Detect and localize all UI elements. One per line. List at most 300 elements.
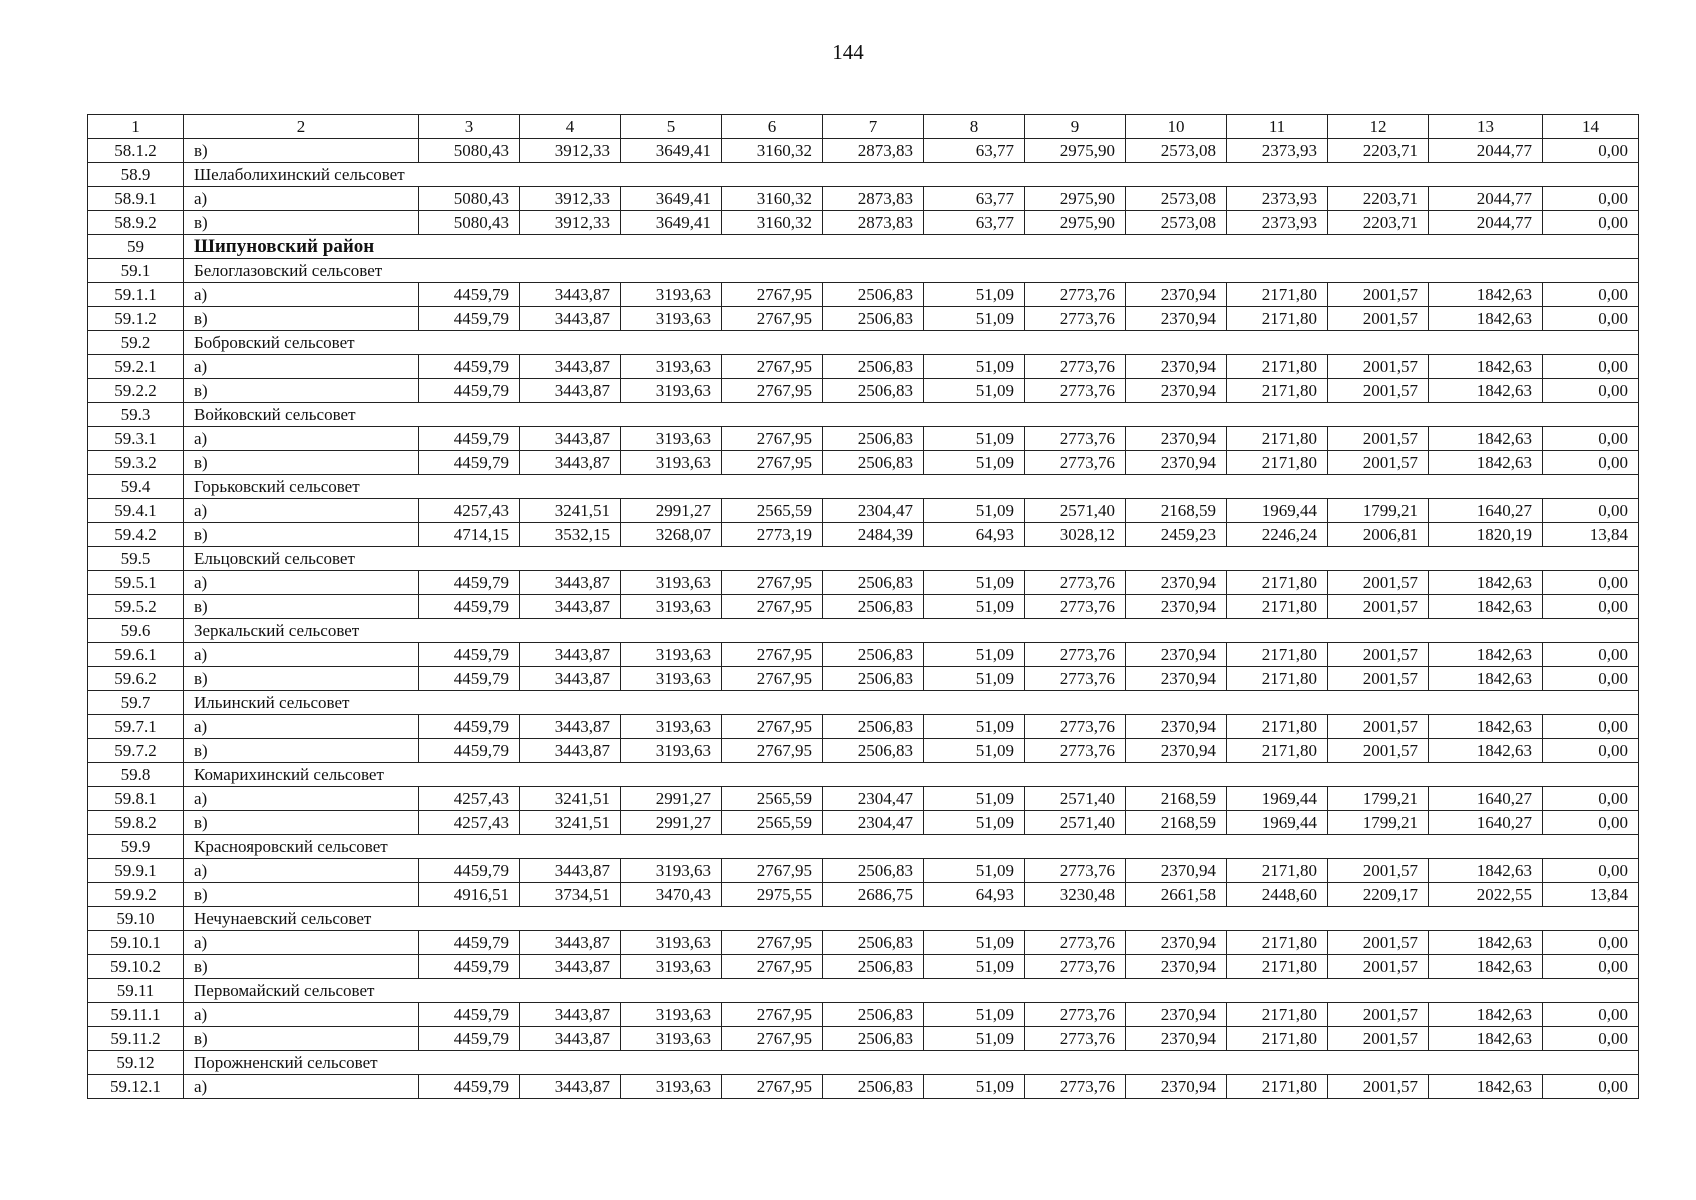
value-cell: 2506,83 [823,667,924,691]
value-cell: 4459,79 [419,283,520,307]
section-row [88,907,1639,931]
value-cell: 2773,19 [722,523,823,547]
value-cell: 2573,08 [1126,187,1227,211]
value-cell: 2991,27 [621,811,722,835]
section-title: Краснояровский сельсовет [184,835,1639,859]
value-cell: 2506,83 [823,595,924,619]
value-cell: 2773,76 [1025,739,1126,763]
value-cell: 1842,63 [1429,1027,1543,1051]
value-cell: 2171,80 [1227,715,1328,739]
table-row [88,595,1639,619]
value-cell: 2171,80 [1227,931,1328,955]
column-number: 4 [520,115,621,139]
row-id: 59.6.2 [88,667,184,691]
value-cell: 2767,95 [722,1075,823,1099]
value-cell: 0,00 [1543,139,1639,163]
value-cell: 2370,94 [1126,931,1227,955]
value-cell: 1640,27 [1429,787,1543,811]
row-id: 59.11.2 [88,1027,184,1051]
section-title: Зеркальский сельсовет [184,619,1639,643]
row-label: а) [184,187,419,211]
value-cell: 5080,43 [419,187,520,211]
value-cell: 2767,95 [722,955,823,979]
row-id: 59.7.2 [88,739,184,763]
value-cell: 2767,95 [722,931,823,955]
value-cell: 2767,95 [722,1027,823,1051]
value-cell: 2459,23 [1126,523,1227,547]
row-id: 58.9 [88,163,184,187]
value-cell: 2773,76 [1025,355,1126,379]
value-cell: 1842,63 [1429,307,1543,331]
value-cell: 2767,95 [722,859,823,883]
row-id: 59.8 [88,763,184,787]
row-id: 59.8.2 [88,811,184,835]
section-title: Ильинский сельсовет [184,691,1639,715]
row-id: 59.4.2 [88,523,184,547]
value-cell: 4257,43 [419,499,520,523]
value-cell: 2773,76 [1025,667,1126,691]
value-cell: 2767,95 [722,355,823,379]
value-cell: 51,09 [924,811,1025,835]
value-cell: 1969,44 [1227,787,1328,811]
value-cell: 1799,21 [1328,787,1429,811]
value-cell: 1842,63 [1429,739,1543,763]
value-cell: 3443,87 [520,1075,621,1099]
value-cell: 0,00 [1543,811,1639,835]
row-label: а) [184,859,419,883]
value-cell: 3443,87 [520,451,621,475]
value-cell: 2565,59 [722,811,823,835]
row-id: 59.9.2 [88,883,184,907]
value-cell: 2001,57 [1328,571,1429,595]
value-cell: 2370,94 [1126,1075,1227,1099]
section-title: Первомайский сельсовет [184,979,1639,1003]
value-cell: 3193,63 [621,379,722,403]
value-cell: 2370,94 [1126,715,1227,739]
value-cell: 3193,63 [621,283,722,307]
value-cell: 2565,59 [722,787,823,811]
row-label: в) [184,523,419,547]
value-cell: 2370,94 [1126,355,1227,379]
value-cell: 3193,63 [621,307,722,331]
value-cell: 3193,63 [621,1027,722,1051]
value-cell: 1640,27 [1429,811,1543,835]
value-cell: 3241,51 [520,811,621,835]
row-label: в) [184,211,419,235]
value-cell: 1842,63 [1429,451,1543,475]
table-row [88,139,1639,163]
value-cell: 2873,83 [823,139,924,163]
row-id: 59.12.1 [88,1075,184,1099]
value-cell: 2001,57 [1328,955,1429,979]
value-cell: 2001,57 [1328,715,1429,739]
value-cell: 2873,83 [823,211,924,235]
value-cell: 2506,83 [823,739,924,763]
table-row [88,523,1639,547]
value-cell: 1842,63 [1429,571,1543,595]
value-cell: 51,09 [924,643,1025,667]
value-cell: 3443,87 [520,667,621,691]
value-cell: 63,77 [924,187,1025,211]
table-row [88,787,1639,811]
value-cell: 51,09 [924,571,1025,595]
value-cell: 2001,57 [1328,643,1429,667]
value-cell: 2006,81 [1328,523,1429,547]
row-id: 59 [88,235,184,259]
row-label: в) [184,379,419,403]
value-cell: 2975,55 [722,883,823,907]
value-cell: 2767,95 [722,283,823,307]
value-cell: 51,09 [924,1075,1025,1099]
value-cell: 0,00 [1543,595,1639,619]
value-cell: 3028,12 [1025,523,1126,547]
value-cell: 2001,57 [1328,931,1429,955]
row-label: а) [184,427,419,451]
value-cell: 4459,79 [419,667,520,691]
table-row [88,739,1639,763]
value-cell: 3193,63 [621,451,722,475]
section-row [88,619,1639,643]
value-cell: 1799,21 [1328,811,1429,835]
value-cell: 3443,87 [520,1003,621,1027]
row-id: 59.10.1 [88,931,184,955]
value-cell: 2506,83 [823,427,924,451]
value-cell: 3160,32 [722,139,823,163]
row-id: 59.1.1 [88,283,184,307]
value-cell: 2767,95 [722,715,823,739]
row-label: а) [184,1003,419,1027]
value-cell: 3241,51 [520,499,621,523]
value-cell: 64,93 [924,523,1025,547]
table-row [88,811,1639,835]
row-id: 59.11 [88,979,184,1003]
value-cell: 3470,43 [621,883,722,907]
value-cell: 0,00 [1543,1027,1639,1051]
value-cell: 4459,79 [419,307,520,331]
value-cell: 5080,43 [419,211,520,235]
value-cell: 2370,94 [1126,595,1227,619]
section-title: Войковский сельсовет [184,403,1639,427]
row-label: в) [184,595,419,619]
value-cell: 4459,79 [419,739,520,763]
value-cell: 1842,63 [1429,427,1543,451]
value-cell: 3193,63 [621,667,722,691]
row-label: в) [184,955,419,979]
value-cell: 2767,95 [722,427,823,451]
column-number: 1 [88,115,184,139]
value-cell: 2767,95 [722,643,823,667]
section-title: Ельцовский сельсовет [184,547,1639,571]
value-cell: 2044,77 [1429,139,1543,163]
value-cell: 2001,57 [1328,427,1429,451]
value-cell: 2001,57 [1328,307,1429,331]
row-id: 59.4 [88,475,184,499]
value-cell: 2767,95 [722,307,823,331]
column-number: 9 [1025,115,1126,139]
value-cell: 2203,71 [1328,211,1429,235]
column-number: 2 [184,115,419,139]
value-cell: 3193,63 [621,571,722,595]
table-row [88,667,1639,691]
value-cell: 3649,41 [621,187,722,211]
page-number: 144 [832,40,864,64]
value-cell: 2773,76 [1025,451,1126,475]
value-cell: 2304,47 [823,499,924,523]
value-cell: 4459,79 [419,355,520,379]
row-id: 59.2.2 [88,379,184,403]
value-cell: 3193,63 [621,715,722,739]
value-cell: 51,09 [924,1003,1025,1027]
value-cell: 2773,76 [1025,955,1126,979]
value-cell: 4257,43 [419,787,520,811]
row-id: 59.3 [88,403,184,427]
value-cell: 4459,79 [419,451,520,475]
row-label: в) [184,307,419,331]
value-cell: 3912,33 [520,187,621,211]
row-id: 59.7 [88,691,184,715]
value-cell: 2370,94 [1126,739,1227,763]
value-cell: 2767,95 [722,379,823,403]
table-row [88,499,1639,523]
value-cell: 2001,57 [1328,451,1429,475]
value-cell: 3193,63 [621,427,722,451]
value-cell: 2370,94 [1126,451,1227,475]
value-cell: 2571,40 [1025,499,1126,523]
value-cell: 2571,40 [1025,787,1126,811]
table-row [88,1075,1639,1099]
value-cell: 2171,80 [1227,571,1328,595]
value-cell: 2370,94 [1126,1003,1227,1027]
value-cell: 4459,79 [419,715,520,739]
value-cell: 4459,79 [419,955,520,979]
value-cell: 2370,94 [1126,955,1227,979]
value-cell: 2975,90 [1025,139,1126,163]
value-cell: 4459,79 [419,1027,520,1051]
value-cell: 2506,83 [823,859,924,883]
section-title: Нечунаевский сельсовет [184,907,1639,931]
value-cell: 51,09 [924,427,1025,451]
value-cell: 2370,94 [1126,283,1227,307]
value-cell: 3241,51 [520,787,621,811]
value-cell: 2773,76 [1025,595,1126,619]
row-label: а) [184,787,419,811]
value-cell: 0,00 [1543,715,1639,739]
value-cell: 1842,63 [1429,1075,1543,1099]
table-row [88,1027,1639,1051]
tariff-table [87,114,1639,1099]
value-cell: 2304,47 [823,787,924,811]
row-id: 59.8.1 [88,787,184,811]
value-cell: 2373,93 [1227,139,1328,163]
value-cell: 2767,95 [722,595,823,619]
value-cell: 4459,79 [419,379,520,403]
value-cell: 4459,79 [419,1003,520,1027]
value-cell: 2773,76 [1025,1003,1126,1027]
value-cell: 51,09 [924,739,1025,763]
row-label: в) [184,739,419,763]
value-cell: 1820,19 [1429,523,1543,547]
row-id: 59.5 [88,547,184,571]
row-label: в) [184,667,419,691]
row-label: а) [184,931,419,955]
value-cell: 2044,77 [1429,187,1543,211]
value-cell: 13,84 [1543,883,1639,907]
value-cell: 51,09 [924,499,1025,523]
value-cell: 0,00 [1543,667,1639,691]
table-row [88,451,1639,475]
value-cell: 0,00 [1543,427,1639,451]
value-cell: 2171,80 [1227,1027,1328,1051]
value-cell: 2171,80 [1227,859,1328,883]
row-id: 59.10 [88,907,184,931]
value-cell: 51,09 [924,787,1025,811]
value-cell: 4916,51 [419,883,520,907]
section-row [88,1051,1639,1075]
section-title: Шелаболихинский сельсовет [184,163,1639,187]
value-cell: 3193,63 [621,643,722,667]
district-title: Шипуновский район [184,235,1639,259]
value-cell: 2171,80 [1227,307,1328,331]
value-cell: 1842,63 [1429,715,1543,739]
section-row [88,763,1639,787]
table-row [88,307,1639,331]
value-cell: 2773,76 [1025,1027,1126,1051]
value-cell: 0,00 [1543,379,1639,403]
value-cell: 3734,51 [520,883,621,907]
value-cell: 2370,94 [1126,307,1227,331]
value-cell: 0,00 [1543,451,1639,475]
value-cell: 4459,79 [419,859,520,883]
value-cell: 2573,08 [1126,211,1227,235]
table-row [88,355,1639,379]
value-cell: 2168,59 [1126,787,1227,811]
value-cell: 1842,63 [1429,1003,1543,1027]
value-cell: 2506,83 [823,715,924,739]
value-cell: 2506,83 [823,379,924,403]
value-cell: 51,09 [924,307,1025,331]
value-cell: 3443,87 [520,355,621,379]
value-cell: 51,09 [924,1027,1025,1051]
column-number: 8 [924,115,1025,139]
value-cell: 3160,32 [722,211,823,235]
value-cell: 2773,76 [1025,715,1126,739]
row-label: в) [184,451,419,475]
column-number: 6 [722,115,823,139]
value-cell: 0,00 [1543,499,1639,523]
value-cell: 2506,83 [823,283,924,307]
row-id: 59.5.1 [88,571,184,595]
value-cell: 3230,48 [1025,883,1126,907]
value-cell: 1842,63 [1429,379,1543,403]
value-cell: 1969,44 [1227,811,1328,835]
table-row [88,187,1639,211]
value-cell: 3649,41 [621,139,722,163]
value-cell: 2246,24 [1227,523,1328,547]
value-cell: 2370,94 [1126,379,1227,403]
value-cell: 2506,83 [823,955,924,979]
value-cell: 2373,93 [1227,211,1328,235]
value-cell: 51,09 [924,451,1025,475]
value-cell: 0,00 [1543,643,1639,667]
value-cell: 1842,63 [1429,955,1543,979]
value-cell: 1842,63 [1429,643,1543,667]
row-id: 59.3.2 [88,451,184,475]
value-cell: 0,00 [1543,307,1639,331]
value-cell: 2001,57 [1328,355,1429,379]
section-row [88,331,1639,355]
value-cell: 4459,79 [419,427,520,451]
value-cell: 2506,83 [823,1003,924,1027]
value-cell: 2773,76 [1025,643,1126,667]
row-id: 59.2 [88,331,184,355]
value-cell: 2203,71 [1328,139,1429,163]
value-cell: 1842,63 [1429,667,1543,691]
value-cell: 2773,76 [1025,571,1126,595]
value-cell: 51,09 [924,667,1025,691]
value-cell: 2773,76 [1025,283,1126,307]
row-label: а) [184,571,419,595]
value-cell: 2370,94 [1126,571,1227,595]
row-id: 59.1 [88,259,184,283]
column-number: 7 [823,115,924,139]
row-label: в) [184,811,419,835]
value-cell: 3912,33 [520,139,621,163]
value-cell: 2171,80 [1227,283,1328,307]
value-cell: 13,84 [1543,523,1639,547]
value-cell: 3443,87 [520,379,621,403]
row-id: 58.1.2 [88,139,184,163]
value-cell: 2767,95 [722,739,823,763]
value-cell: 3160,32 [722,187,823,211]
value-cell: 2168,59 [1126,811,1227,835]
value-cell: 2448,60 [1227,883,1328,907]
value-cell: 2773,76 [1025,931,1126,955]
value-cell: 4459,79 [419,571,520,595]
value-cell: 51,09 [924,595,1025,619]
value-cell: 2203,71 [1328,187,1429,211]
value-cell: 4459,79 [419,931,520,955]
section-row [88,259,1639,283]
value-cell: 2506,83 [823,571,924,595]
section-title: Белоглазовский сельсовет [184,259,1639,283]
table-row [88,379,1639,403]
value-cell: 1842,63 [1429,859,1543,883]
value-cell: 2373,93 [1227,187,1328,211]
value-cell: 2506,83 [823,451,924,475]
row-label: в) [184,1027,419,1051]
value-cell: 2975,90 [1025,187,1126,211]
value-cell: 2001,57 [1328,739,1429,763]
row-id: 59.11.1 [88,1003,184,1027]
table-row [88,427,1639,451]
value-cell: 0,00 [1543,211,1639,235]
value-cell: 2873,83 [823,187,924,211]
column-number: 5 [621,115,722,139]
value-cell: 63,77 [924,211,1025,235]
value-cell: 0,00 [1543,859,1639,883]
column-number: 12 [1328,115,1429,139]
value-cell: 2022,55 [1429,883,1543,907]
value-cell: 3649,41 [621,211,722,235]
value-cell: 3443,87 [520,571,621,595]
value-cell: 2171,80 [1227,451,1328,475]
value-cell: 3443,87 [520,955,621,979]
row-id: 59.2.1 [88,355,184,379]
value-cell: 3193,63 [621,1003,722,1027]
value-cell: 2304,47 [823,811,924,835]
row-id: 59.7.1 [88,715,184,739]
value-cell: 2773,76 [1025,379,1126,403]
